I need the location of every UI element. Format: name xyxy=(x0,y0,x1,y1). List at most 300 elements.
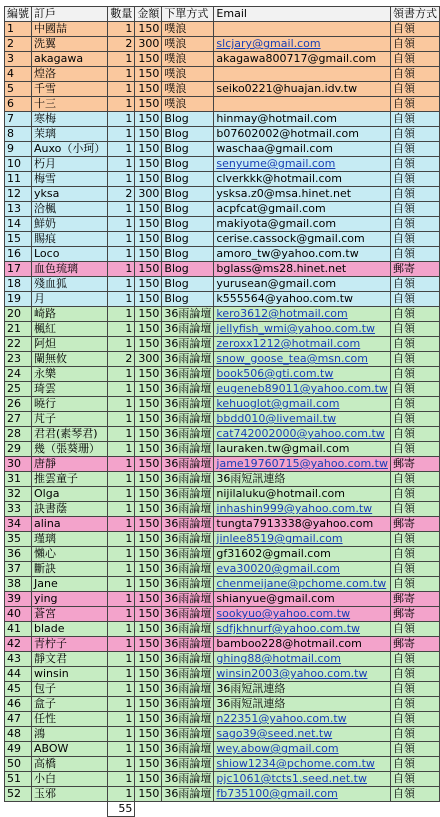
cell-qty[interactable]: 1 xyxy=(108,592,135,607)
cell-no[interactable]: 49 xyxy=(5,742,32,757)
cell-email[interactable]: wey.abow@gmail.com xyxy=(214,742,391,757)
cell-email[interactable] xyxy=(214,67,391,82)
cell-amount[interactable]: 150 xyxy=(135,217,162,232)
header-cell-method[interactable]: 下單方式 xyxy=(162,7,214,22)
cell-email[interactable]: sookyuo@yahoo.com.tw xyxy=(214,607,391,622)
cell-no[interactable]: 25 xyxy=(5,382,32,397)
cell-qty[interactable]: 1 xyxy=(108,247,135,262)
cell-qty[interactable]: 2 xyxy=(108,352,135,367)
cell-no[interactable]: 46 xyxy=(5,697,32,712)
cell-method[interactable]: 36雨論壇 xyxy=(162,517,214,532)
cell-pickup[interactable]: 自領 xyxy=(390,622,439,637)
cell-name[interactable]: Loco xyxy=(32,247,108,262)
cell-no[interactable]: 19 xyxy=(5,292,32,307)
cell-pickup[interactable]: 自領 xyxy=(390,187,439,202)
cell-name[interactable]: alina xyxy=(32,517,108,532)
cell-qty[interactable]: 1 xyxy=(108,337,135,352)
cell-qty[interactable]: 2 xyxy=(108,187,135,202)
header-cell-no[interactable]: 編號 xyxy=(5,7,32,22)
cell-name[interactable]: ABOW xyxy=(32,742,108,757)
cell-qty[interactable]: 1 xyxy=(108,202,135,217)
cell-email[interactable]: kero3612@hotmail.com xyxy=(214,307,391,322)
cell-method[interactable]: 36雨論壇 xyxy=(162,337,214,352)
cell-email[interactable] xyxy=(214,22,391,37)
cell-pickup[interactable]: 自領 xyxy=(390,412,439,427)
cell-amount[interactable]: 150 xyxy=(135,667,162,682)
cell-email[interactable]: snow_goose_tea@msn.com xyxy=(214,352,391,367)
cell-method[interactable]: 36雨論壇 xyxy=(162,682,214,697)
cell-email[interactable]: cerise.cassock@gmail.com xyxy=(214,232,391,247)
cell-amount[interactable]: 150 xyxy=(135,397,162,412)
cell-email[interactable]: 36雨短訊連絡 xyxy=(214,697,391,712)
cell-name[interactable]: 鴻 xyxy=(32,727,108,742)
cell-pickup[interactable]: 自領 xyxy=(390,97,439,112)
cell-no[interactable]: 38 xyxy=(5,577,32,592)
cell-no[interactable]: 3 xyxy=(5,52,32,67)
cell-email[interactable]: shianyue@gmail.com xyxy=(214,592,391,607)
cell-method[interactable]: Blog xyxy=(162,127,214,142)
cell-method[interactable]: 36雨論壇 xyxy=(162,352,214,367)
cell-method[interactable]: 噗浪 xyxy=(162,97,214,112)
cell-qty[interactable]: 1 xyxy=(108,97,135,112)
cell-no[interactable]: 43 xyxy=(5,652,32,667)
cell-method[interactable]: 36雨論壇 xyxy=(162,532,214,547)
cell-amount[interactable]: 150 xyxy=(135,232,162,247)
cell-pickup[interactable]: 自領 xyxy=(390,292,439,307)
cell-qty[interactable]: 1 xyxy=(108,262,135,277)
cell-pickup[interactable]: 自領 xyxy=(390,22,439,37)
cell-email[interactable]: n22351@yahoo.com.tw xyxy=(214,712,391,727)
cell-pickup[interactable]: 郵寄 xyxy=(390,457,439,472)
cell-method[interactable]: 36雨論壇 xyxy=(162,742,214,757)
cell-amount[interactable]: 150 xyxy=(135,202,162,217)
cell-no[interactable]: 12 xyxy=(5,187,32,202)
cell-pickup[interactable]: 自領 xyxy=(390,712,439,727)
cell-name[interactable]: 殘血狐 xyxy=(32,277,108,292)
cell-amount[interactable]: 150 xyxy=(135,262,162,277)
cell-qty[interactable]: 1 xyxy=(108,517,135,532)
cell-no[interactable]: 28 xyxy=(5,427,32,442)
cell-amount[interactable]: 150 xyxy=(135,97,162,112)
cell-email[interactable]: jellyfish_wmi@yahoo.com.tw xyxy=(214,322,391,337)
header-cell-name[interactable]: 訂戶 xyxy=(32,7,108,22)
cell-email[interactable]: pjc1061@tcts1.seed.net.tw xyxy=(214,772,391,787)
cell-name[interactable]: 推雲童子 xyxy=(32,472,108,487)
cell-email[interactable]: seiko0221@huajan.idv.tw xyxy=(214,82,391,97)
cell-amount[interactable]: 150 xyxy=(135,637,162,652)
cell-method[interactable]: Blog xyxy=(162,232,214,247)
cell-amount[interactable]: 150 xyxy=(135,532,162,547)
cell-email[interactable]: gf31602@gmail.com xyxy=(214,547,391,562)
cell-no[interactable]: 33 xyxy=(5,502,32,517)
cell-name[interactable]: 懶心 xyxy=(32,547,108,562)
cell-pickup[interactable]: 自領 xyxy=(390,307,439,322)
cell-amount[interactable]: 150 xyxy=(135,457,162,472)
cell-pickup[interactable]: 自領 xyxy=(390,667,439,682)
cell-no[interactable]: 1 xyxy=(5,22,32,37)
cell-email[interactable]: eugeneb89011@yahoo.com.tw xyxy=(214,382,391,397)
cell-email[interactable]: fb735100@gmail.com xyxy=(214,787,391,802)
cell-name[interactable]: 闌無攸 xyxy=(32,352,108,367)
cell-pickup[interactable]: 自領 xyxy=(390,652,439,667)
cell-pickup[interactable]: 自領 xyxy=(390,397,439,412)
cell-qty[interactable]: 1 xyxy=(108,172,135,187)
cell-method[interactable]: 36雨論壇 xyxy=(162,757,214,772)
cell-no[interactable]: 36 xyxy=(5,547,32,562)
cell-no[interactable]: 6 xyxy=(5,97,32,112)
cell-amount[interactable]: 150 xyxy=(135,712,162,727)
cell-email[interactable]: b07602002@hotmail.com xyxy=(214,127,391,142)
cell-no[interactable]: 47 xyxy=(5,712,32,727)
cell-pickup[interactable]: 自領 xyxy=(390,232,439,247)
cell-qty[interactable]: 1 xyxy=(108,82,135,97)
cell-pickup[interactable]: 自領 xyxy=(390,577,439,592)
cell-pickup[interactable]: 自領 xyxy=(390,787,439,802)
cell-pickup[interactable]: 自領 xyxy=(390,772,439,787)
cell-email[interactable]: bamboo228@hotmail.com xyxy=(214,637,391,652)
cell-name[interactable]: 永樂 xyxy=(32,367,108,382)
cell-pickup[interactable]: 自領 xyxy=(390,322,439,337)
cell-email[interactable]: jinlee8519@gmail.com xyxy=(214,532,391,547)
cell-no[interactable]: 29 xyxy=(5,442,32,457)
cell-method[interactable]: 36雨論壇 xyxy=(162,427,214,442)
cell-qty[interactable]: 1 xyxy=(108,652,135,667)
cell-pickup[interactable]: 自領 xyxy=(390,742,439,757)
cell-name[interactable]: Auxo（小珂） xyxy=(32,142,108,157)
cell-qty[interactable]: 1 xyxy=(108,742,135,757)
cell-email[interactable]: shiow1234@pchome.com.tw xyxy=(214,757,391,772)
cell-method[interactable]: Blog xyxy=(162,292,214,307)
cell-name[interactable]: 鮮奶 xyxy=(32,217,108,232)
cell-pickup[interactable]: 自領 xyxy=(390,757,439,772)
cell-name[interactable]: 曉行 xyxy=(32,397,108,412)
cell-method[interactable]: Blog xyxy=(162,277,214,292)
cell-name[interactable]: 崎路 xyxy=(32,307,108,322)
cell-method[interactable]: 噗浪 xyxy=(162,67,214,82)
cell-qty[interactable]: 1 xyxy=(108,682,135,697)
cell-method[interactable]: 36雨論壇 xyxy=(162,592,214,607)
cell-pickup[interactable]: 自領 xyxy=(390,682,439,697)
cell-name[interactable]: 玉邪 xyxy=(32,787,108,802)
cell-pickup[interactable]: 自領 xyxy=(390,67,439,82)
cell-email[interactable]: book506@gti.com.tw xyxy=(214,367,391,382)
cell-method[interactable]: 噗浪 xyxy=(162,37,214,52)
cell-no[interactable]: 8 xyxy=(5,127,32,142)
cell-name[interactable]: 洗翼 xyxy=(32,37,108,52)
cell-method[interactable]: 36雨論壇 xyxy=(162,412,214,427)
cell-qty[interactable]: 1 xyxy=(108,217,135,232)
cell-email[interactable]: bbdd010@livemail.tw xyxy=(214,412,391,427)
cell-email[interactable]: hinmay@hotmail.com xyxy=(214,112,391,127)
cell-name[interactable]: 任性 xyxy=(32,712,108,727)
header-cell-amount[interactable]: 金額 xyxy=(135,7,162,22)
cell-name[interactable]: 瑾璃 xyxy=(32,532,108,547)
cell-name[interactable]: 包子 xyxy=(32,682,108,697)
cell-method[interactable]: 36雨論壇 xyxy=(162,502,214,517)
cell-amount[interactable]: 150 xyxy=(135,472,162,487)
cell-method[interactable]: 36雨論壇 xyxy=(162,367,214,382)
cell-no[interactable]: 15 xyxy=(5,232,32,247)
cell-no[interactable]: 50 xyxy=(5,757,32,772)
cell-pickup[interactable]: 自領 xyxy=(390,442,439,457)
cell-method[interactable]: 36雨論壇 xyxy=(162,637,214,652)
cell-pickup[interactable]: 自領 xyxy=(390,202,439,217)
cell-name[interactable]: 楓紅 xyxy=(32,322,108,337)
cell-email[interactable]: sago39@seed.net.tw xyxy=(214,727,391,742)
cell-email[interactable]: zeroxx1212@hotmail.com xyxy=(214,337,391,352)
cell-amount[interactable]: 150 xyxy=(135,697,162,712)
cell-name[interactable]: 血色琉璃 xyxy=(32,262,108,277)
cell-qty[interactable]: 1 xyxy=(108,67,135,82)
cell-pickup[interactable]: 自領 xyxy=(390,562,439,577)
cell-amount[interactable]: 300 xyxy=(135,187,162,202)
cell-amount[interactable]: 150 xyxy=(135,412,162,427)
cell-method[interactable]: 36雨論壇 xyxy=(162,562,214,577)
cell-qty[interactable]: 1 xyxy=(108,112,135,127)
cell-qty[interactable]: 1 xyxy=(108,22,135,37)
cell-email[interactable]: bglass@ms28.hinet.net xyxy=(214,262,391,277)
cell-name[interactable]: 千雪 xyxy=(32,82,108,97)
cell-pickup[interactable]: 自領 xyxy=(390,52,439,67)
cell-pickup[interactable]: 自領 xyxy=(390,352,439,367)
cell-qty[interactable]: 1 xyxy=(108,397,135,412)
cell-no[interactable]: 11 xyxy=(5,172,32,187)
cell-pickup[interactable]: 自領 xyxy=(390,172,439,187)
cell-name[interactable]: 盒子 xyxy=(32,697,108,712)
cell-pickup[interactable]: 自領 xyxy=(390,697,439,712)
cell-no[interactable]: 7 xyxy=(5,112,32,127)
cell-no[interactable]: 35 xyxy=(5,532,32,547)
cell-no[interactable]: 18 xyxy=(5,277,32,292)
cell-no[interactable]: 9 xyxy=(5,142,32,157)
cell-amount[interactable]: 150 xyxy=(135,82,162,97)
cell-qty[interactable]: 1 xyxy=(108,382,135,397)
cell-amount[interactable]: 150 xyxy=(135,772,162,787)
cell-qty[interactable]: 1 xyxy=(108,787,135,802)
cell-qty[interactable]: 1 xyxy=(108,667,135,682)
cell-amount[interactable]: 150 xyxy=(135,307,162,322)
cell-name[interactable]: 梅雪 xyxy=(32,172,108,187)
cell-pickup[interactable]: 自領 xyxy=(390,127,439,142)
cell-pickup[interactable]: 郵寄 xyxy=(390,607,439,622)
cell-qty[interactable]: 1 xyxy=(108,757,135,772)
cell-no[interactable]: 41 xyxy=(5,622,32,637)
cell-qty[interactable]: 1 xyxy=(108,52,135,67)
cell-method[interactable]: Blog xyxy=(162,202,214,217)
cell-pickup[interactable]: 郵寄 xyxy=(390,262,439,277)
cell-email[interactable]: waschaa@gmail.com xyxy=(214,142,391,157)
cell-qty[interactable]: 1 xyxy=(108,322,135,337)
cell-no[interactable]: 52 xyxy=(5,787,32,802)
cell-name[interactable]: Jane xyxy=(32,577,108,592)
cell-no[interactable]: 26 xyxy=(5,397,32,412)
cell-amount[interactable]: 150 xyxy=(135,787,162,802)
cell-pickup[interactable]: 自領 xyxy=(390,112,439,127)
cell-pickup[interactable]: 自領 xyxy=(390,247,439,262)
cell-pickup[interactable]: 自領 xyxy=(390,547,439,562)
cell-qty[interactable]: 1 xyxy=(108,577,135,592)
cell-amount[interactable]: 150 xyxy=(135,22,162,37)
cell-pickup[interactable]: 自領 xyxy=(390,337,439,352)
cell-no[interactable]: 40 xyxy=(5,607,32,622)
cell-name[interactable]: 靜文君 xyxy=(32,652,108,667)
cell-name[interactable]: 寒梅 xyxy=(32,112,108,127)
cell-no[interactable]: 39 xyxy=(5,592,32,607)
cell-method[interactable]: 36雨論壇 xyxy=(162,772,214,787)
cell-name[interactable]: 青柠子 xyxy=(32,637,108,652)
cell-qty[interactable]: 1 xyxy=(108,457,135,472)
cell-qty[interactable]: 1 xyxy=(108,502,135,517)
cell-name[interactable]: 小白 xyxy=(32,772,108,787)
cell-amount[interactable]: 150 xyxy=(135,517,162,532)
cell-no[interactable]: 24 xyxy=(5,367,32,382)
cell-pickup[interactable]: 自領 xyxy=(390,427,439,442)
cell-pickup[interactable]: 自領 xyxy=(390,532,439,547)
cell-amount[interactable]: 300 xyxy=(135,352,162,367)
cell-qty[interactable]: 1 xyxy=(108,472,135,487)
cell-amount[interactable]: 150 xyxy=(135,652,162,667)
cell-qty[interactable]: 1 xyxy=(108,142,135,157)
cell-qty[interactable]: 1 xyxy=(108,547,135,562)
cell-name[interactable]: 訣書蔭 xyxy=(32,502,108,517)
cell-no[interactable]: 34 xyxy=(5,517,32,532)
cell-email[interactable]: winsin2003@yahoo.com.tw xyxy=(214,667,391,682)
cell-amount[interactable]: 150 xyxy=(135,67,162,82)
cell-email[interactable]: tungta7913338@yahoo.com xyxy=(214,517,391,532)
cell-pickup[interactable]: 自領 xyxy=(390,727,439,742)
cell-method[interactable]: 36雨論壇 xyxy=(162,322,214,337)
cell-qty[interactable]: 1 xyxy=(108,292,135,307)
cell-method[interactable]: 36雨論壇 xyxy=(162,622,214,637)
cell-method[interactable]: Blog xyxy=(162,217,214,232)
cell-method[interactable]: 36雨論壇 xyxy=(162,697,214,712)
cell-pickup[interactable]: 郵寄 xyxy=(390,517,439,532)
cell-email[interactable]: 36雨短訊連絡 xyxy=(214,472,391,487)
cell-name[interactable]: 斷訣 xyxy=(32,562,108,577)
cell-qty[interactable]: 1 xyxy=(108,307,135,322)
cell-qty[interactable]: 1 xyxy=(108,442,135,457)
cell-method[interactable]: 噗浪 xyxy=(162,82,214,97)
cell-amount[interactable]: 150 xyxy=(135,622,162,637)
cell-qty[interactable]: 1 xyxy=(108,232,135,247)
cell-email[interactable]: sdfjkhnurf@yahoo.com.tw xyxy=(214,622,391,637)
cell-qty[interactable]: 1 xyxy=(108,277,135,292)
cell-pickup[interactable]: 自領 xyxy=(390,382,439,397)
cell-pickup[interactable]: 自領 xyxy=(390,37,439,52)
cell-qty[interactable]: 1 xyxy=(108,427,135,442)
cell-amount[interactable]: 150 xyxy=(135,247,162,262)
cell-amount[interactable]: 150 xyxy=(135,727,162,742)
cell-email[interactable]: nijilaluku@hotmail.com xyxy=(214,487,391,502)
cell-name[interactable]: Olga xyxy=(32,487,108,502)
cell-name[interactable]: 煌洛 xyxy=(32,67,108,82)
cell-pickup[interactable]: 自領 xyxy=(390,487,439,502)
cell-amount[interactable]: 150 xyxy=(135,52,162,67)
cell-email[interactable]: kehuoglot@gmail.com xyxy=(214,397,391,412)
cell-amount[interactable]: 150 xyxy=(135,742,162,757)
cell-amount[interactable]: 150 xyxy=(135,682,162,697)
cell-amount[interactable]: 150 xyxy=(135,562,162,577)
cell-method[interactable]: 36雨論壇 xyxy=(162,787,214,802)
cell-name[interactable]: akagawa xyxy=(32,52,108,67)
cell-qty[interactable]: 1 xyxy=(108,697,135,712)
cell-pickup[interactable]: 自領 xyxy=(390,82,439,97)
cell-qty[interactable]: 1 xyxy=(108,607,135,622)
cell-pickup[interactable]: 自領 xyxy=(390,472,439,487)
cell-email[interactable]: k555564@yahoo.com.tw xyxy=(214,292,391,307)
cell-amount[interactable]: 150 xyxy=(135,442,162,457)
cell-qty[interactable]: 1 xyxy=(108,487,135,502)
cell-amount[interactable]: 150 xyxy=(135,277,162,292)
cell-amount[interactable]: 150 xyxy=(135,382,162,397)
cell-qty[interactable]: 1 xyxy=(108,712,135,727)
cell-qty[interactable]: 1 xyxy=(108,412,135,427)
cell-email[interactable] xyxy=(214,97,391,112)
cell-name[interactable]: ying xyxy=(32,592,108,607)
cell-method[interactable]: Blog xyxy=(162,172,214,187)
header-cell-qty[interactable]: 數量 xyxy=(108,7,135,22)
cell-name[interactable]: 高橋 xyxy=(32,757,108,772)
cell-name[interactable]: 茉璃 xyxy=(32,127,108,142)
cell-name[interactable]: 洽楓 xyxy=(32,202,108,217)
cell-name[interactable]: 琦雲 xyxy=(32,382,108,397)
cell-email[interactable]: ghing88@hotmail.com xyxy=(214,652,391,667)
cell-no[interactable]: 44 xyxy=(5,667,32,682)
cell-email[interactable]: slcjary@gmail.com xyxy=(214,37,391,52)
cell-amount[interactable]: 150 xyxy=(135,337,162,352)
cell-name[interactable]: 十三 xyxy=(32,97,108,112)
cell-amount[interactable]: 150 xyxy=(135,292,162,307)
cell-method[interactable]: 36雨論壇 xyxy=(162,487,214,502)
cell-qty[interactable]: 1 xyxy=(108,157,135,172)
cell-amount[interactable]: 150 xyxy=(135,427,162,442)
cell-email[interactable]: ysksa.z0@msa.hinet.net xyxy=(214,187,391,202)
cell-no[interactable]: 2 xyxy=(5,37,32,52)
cell-qty[interactable]: 1 xyxy=(108,532,135,547)
cell-email[interactable]: amoro_tw@yahoo.com.tw xyxy=(214,247,391,262)
cell-pickup[interactable]: 自領 xyxy=(390,217,439,232)
cell-amount[interactable]: 150 xyxy=(135,757,162,772)
cell-amount[interactable]: 150 xyxy=(135,547,162,562)
cell-qty[interactable]: 1 xyxy=(108,637,135,652)
cell-qty[interactable]: 1 xyxy=(108,727,135,742)
cell-pickup[interactable]: 自領 xyxy=(390,367,439,382)
cell-method[interactable]: 36雨論壇 xyxy=(162,457,214,472)
cell-pickup[interactable]: 自領 xyxy=(390,142,439,157)
cell-method[interactable]: 36雨論壇 xyxy=(162,727,214,742)
cell-no[interactable]: 4 xyxy=(5,67,32,82)
cell-name[interactable]: 阿炟 xyxy=(32,337,108,352)
cell-no[interactable]: 27 xyxy=(5,412,32,427)
cell-method[interactable]: 噗浪 xyxy=(162,22,214,37)
cell-qty[interactable]: 1 xyxy=(108,127,135,142)
cell-pickup[interactable]: 郵寄 xyxy=(390,592,439,607)
cell-no[interactable]: 51 xyxy=(5,772,32,787)
cell-name[interactable]: 賜痕 xyxy=(32,232,108,247)
cell-method[interactable]: 36雨論壇 xyxy=(162,577,214,592)
cell-method[interactable]: 36雨論壇 xyxy=(162,307,214,322)
cell-method[interactable]: Blog xyxy=(162,157,214,172)
cell-no[interactable]: 31 xyxy=(5,472,32,487)
cell-qty[interactable]: 1 xyxy=(108,562,135,577)
cell-pickup[interactable]: 自領 xyxy=(390,502,439,517)
cell-method[interactable]: Blog xyxy=(162,142,214,157)
cell-name[interactable]: winsin xyxy=(32,667,108,682)
cell-pickup[interactable]: 自領 xyxy=(390,157,439,172)
cell-qty[interactable]: 1 xyxy=(108,367,135,382)
cell-no[interactable]: 10 xyxy=(5,157,32,172)
cell-method[interactable]: Blog xyxy=(162,247,214,262)
